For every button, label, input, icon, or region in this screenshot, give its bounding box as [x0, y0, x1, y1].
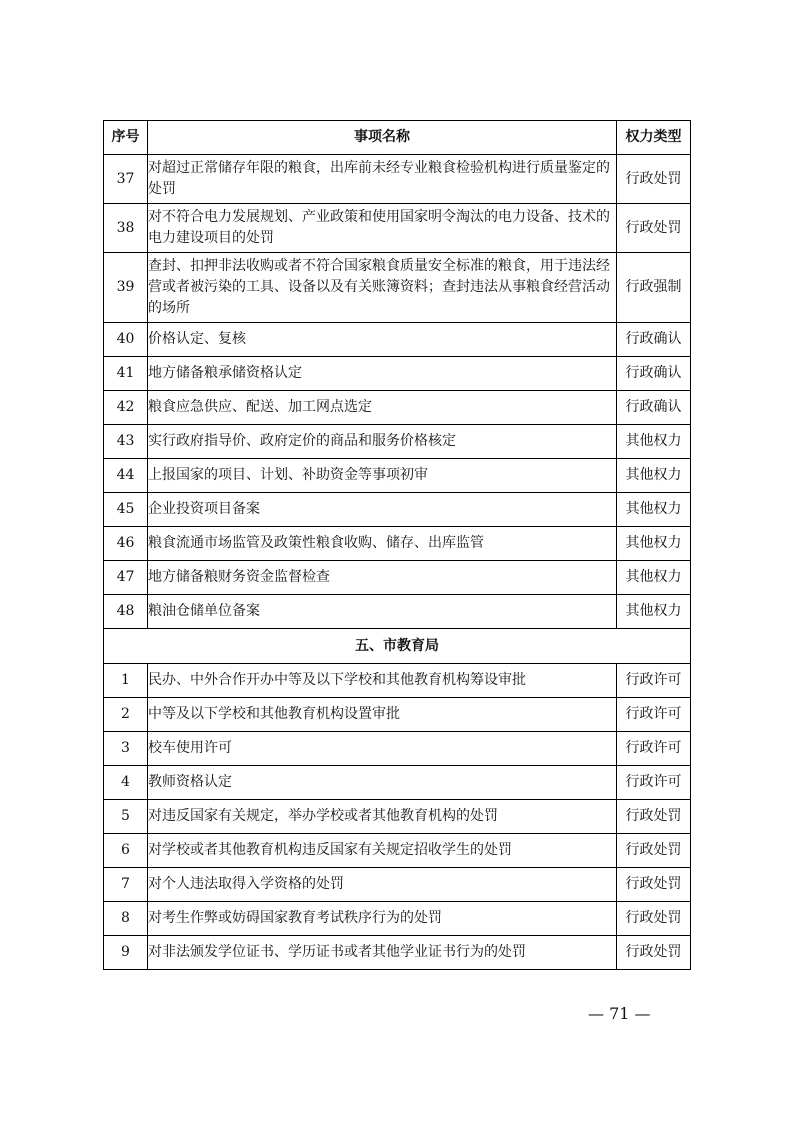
table-row — [104, 732, 691, 766]
row-item-name: 校车使用许可 — [148, 732, 617, 766]
table-body-education — [104, 664, 691, 970]
row-number: 47 — [104, 561, 148, 595]
row-item-name: 教师资格认定 — [148, 766, 617, 800]
header-num: 序号 — [104, 121, 148, 155]
row-number: 3 — [104, 732, 148, 766]
row-item-name: 实行政府指导价、政府定价的商品和服务价格核定 — [148, 425, 617, 459]
row-power-type: 行政处罚 — [617, 204, 691, 253]
table-body-grain — [104, 155, 691, 629]
row-item-name: 对非法颁发学位证书、学历证书或者其他学业证书行为的处罚 — [148, 936, 617, 970]
row-item-name: 对不符合电力发展规划、产业政策和使用国家明令淘汰的电力设备、技术的电力建设项目的处罚 — [148, 204, 617, 253]
table-row — [104, 323, 691, 357]
row-power-type: 其他权力 — [617, 595, 691, 629]
power-list-table — [103, 120, 691, 970]
row-number: 41 — [104, 357, 148, 391]
row-number: 37 — [104, 155, 148, 204]
table-row — [104, 459, 691, 493]
row-item-name: 民办、中外合作开办中等及以下学校和其他教育机构筹设审批 — [148, 664, 617, 698]
row-item-name: 对考生作弊或妨碍国家教育考试秩序行为的处罚 — [148, 902, 617, 936]
table-row — [104, 834, 691, 868]
row-power-type: 其他权力 — [617, 425, 691, 459]
row-number: 6 — [104, 834, 148, 868]
table-row — [104, 357, 691, 391]
row-power-type: 其他权力 — [617, 459, 691, 493]
table-row — [104, 527, 691, 561]
row-power-type: 其他权力 — [617, 561, 691, 595]
table-row — [104, 800, 691, 834]
row-power-type: 行政处罚 — [617, 902, 691, 936]
row-item-name: 地方储备粮财务资金监督检查 — [148, 561, 617, 595]
row-power-type: 其他权力 — [617, 493, 691, 527]
row-power-type: 行政许可 — [617, 664, 691, 698]
row-item-name: 粮食流通市场监管及政策性粮食收购、储存、出库监管 — [148, 527, 617, 561]
row-power-type: 行政处罚 — [617, 868, 691, 902]
table-row — [104, 561, 691, 595]
row-power-type: 行政强制 — [617, 253, 691, 323]
row-power-type: 行政确认 — [617, 323, 691, 357]
row-item-name: 粮食应急供应、配送、加工网点选定 — [148, 391, 617, 425]
row-item-name: 粮油仓储单位备案 — [148, 595, 617, 629]
row-item-name: 地方储备粮承储资格认定 — [148, 357, 617, 391]
row-item-name: 价格认定、复核 — [148, 323, 617, 357]
table-row — [104, 664, 691, 698]
row-number: 39 — [104, 253, 148, 323]
row-item-name: 对违反国家有关规定，举办学校或者其他教育机构的处罚 — [148, 800, 617, 834]
table-row — [104, 425, 691, 459]
row-number: 7 — [104, 868, 148, 902]
page-number: — 71 — — [588, 1004, 651, 1023]
row-number: 8 — [104, 902, 148, 936]
row-item-name: 查封、扣押非法收购或者不符合国家粮食质量安全标准的粮食，用于违法经营或者被污染的工具、设备以及有关账簿资料；查封违法从事粮食经营活动的场所 — [148, 253, 617, 323]
section-row — [104, 629, 691, 664]
row-number: 45 — [104, 493, 148, 527]
row-item-name: 对个人违法取得入学资格的处罚 — [148, 868, 617, 902]
row-number: 38 — [104, 204, 148, 253]
row-number: 46 — [104, 527, 148, 561]
table-row — [104, 698, 691, 732]
table-row — [104, 155, 691, 204]
row-power-type: 其他权力 — [617, 527, 691, 561]
row-number: 4 — [104, 766, 148, 800]
table-row — [104, 868, 691, 902]
table-row — [104, 766, 691, 800]
row-power-type: 行政处罚 — [617, 834, 691, 868]
row-power-type: 行政确认 — [617, 357, 691, 391]
row-item-name: 上报国家的项目、计划、补助资金等事项初审 — [148, 459, 617, 493]
header-name: 事项名称 — [148, 121, 617, 155]
row-power-type: 行政确认 — [617, 391, 691, 425]
row-number: 5 — [104, 800, 148, 834]
table-row — [104, 493, 691, 527]
table-header-row — [104, 121, 691, 155]
header-type: 权力类型 — [617, 121, 691, 155]
row-power-type: 行政许可 — [617, 732, 691, 766]
row-number: 9 — [104, 936, 148, 970]
table-row — [104, 595, 691, 629]
row-number: 42 — [104, 391, 148, 425]
table-row — [104, 391, 691, 425]
row-power-type: 行政处罚 — [617, 800, 691, 834]
table-row — [104, 253, 691, 323]
row-number: 1 — [104, 664, 148, 698]
row-number: 48 — [104, 595, 148, 629]
row-number: 44 — [104, 459, 148, 493]
row-item-name: 企业投资项目备案 — [148, 493, 617, 527]
table-row — [104, 936, 691, 970]
row-power-type: 行政许可 — [617, 698, 691, 732]
row-item-name: 中等及以下学校和其他教育机构设置审批 — [148, 698, 617, 732]
row-power-type: 行政处罚 — [617, 155, 691, 204]
row-number: 43 — [104, 425, 148, 459]
table-row — [104, 902, 691, 936]
row-item-name: 对超过正常储存年限的粮食，出库前未经专业粮食检验机构进行质量鉴定的处罚 — [148, 155, 617, 204]
row-power-type: 行政许可 — [617, 766, 691, 800]
table-row — [104, 204, 691, 253]
section-title: 五、市教育局 — [104, 629, 691, 664]
row-item-name: 对学校或者其他教育机构违反国家有关规定招收学生的处罚 — [148, 834, 617, 868]
row-power-type: 行政处罚 — [617, 936, 691, 970]
row-number: 2 — [104, 698, 148, 732]
row-number: 40 — [104, 323, 148, 357]
